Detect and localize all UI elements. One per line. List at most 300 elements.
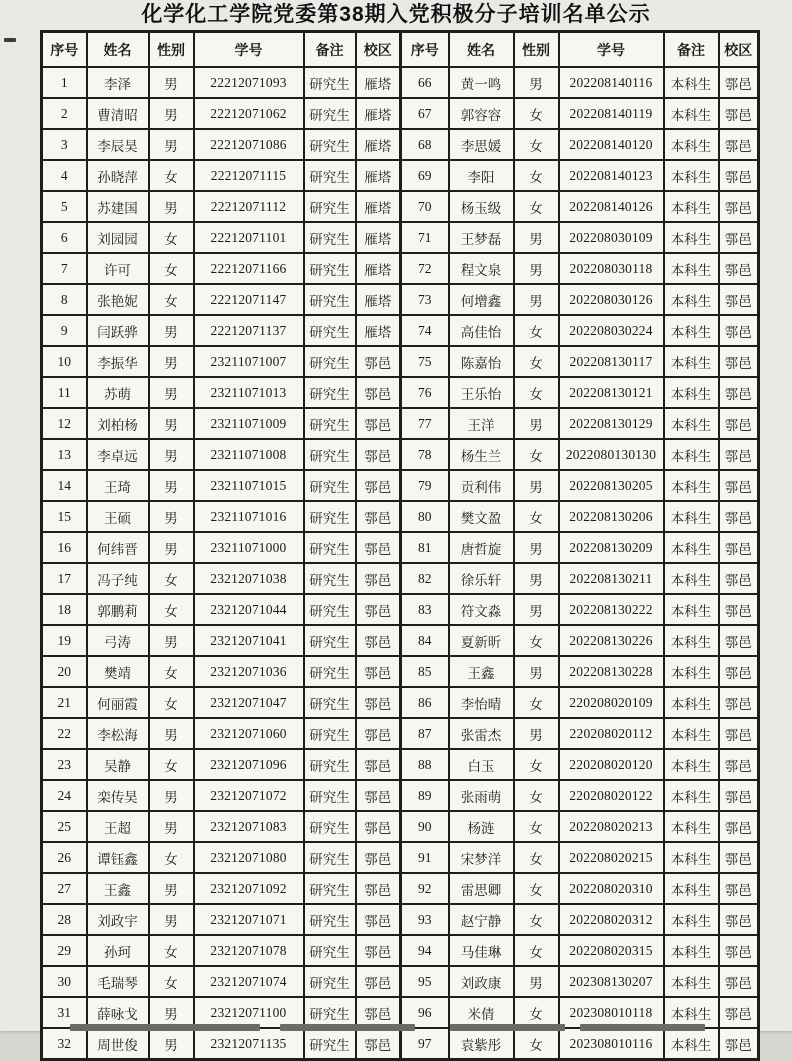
cell-gender: 男 <box>514 284 559 315</box>
cell-student-id: 202208030224 <box>559 315 664 346</box>
cell-campus: 鄠邑 <box>719 532 759 563</box>
cell-name: 吴静 <box>87 749 149 780</box>
cell-note: 研究生 <box>304 935 356 966</box>
cell-name: 冯子纯 <box>87 563 149 594</box>
cell-student-id: 23212071078 <box>194 935 304 966</box>
header-no: 序号 <box>42 32 87 68</box>
cell-name: 张雷杰 <box>449 718 514 749</box>
cell-name: 刘园园 <box>87 222 149 253</box>
cell-name: 袁紫彤 <box>449 1028 514 1060</box>
cell-campus: 鄠邑 <box>719 67 759 98</box>
cell-name: 郭鹏莉 <box>87 594 149 625</box>
cell-note: 研究生 <box>304 284 356 315</box>
cell-campus: 鄠邑 <box>356 904 401 935</box>
table-row <box>42 532 759 563</box>
cell-campus: 鄠邑 <box>719 439 759 470</box>
cell-gender: 男 <box>149 377 194 408</box>
cell-no: 82 <box>401 563 449 594</box>
cell-student-id: 202208130205 <box>559 470 664 501</box>
next-row-border-segment <box>580 1024 705 1031</box>
cell-no: 11 <box>42 377 87 408</box>
cell-gender: 女 <box>514 191 559 222</box>
header-student-id: 学号 <box>559 32 664 68</box>
cell-name: 程文泉 <box>449 253 514 284</box>
table-row <box>42 749 759 780</box>
cell-student-id: 23212071100 <box>194 997 304 1028</box>
cell-student-id: 202308130207 <box>559 966 664 997</box>
table-row <box>42 1028 759 1060</box>
cell-no: 12 <box>42 408 87 439</box>
table-row <box>42 408 759 439</box>
cell-student-id: 23211071007 <box>194 346 304 377</box>
cell-student-id: 23212071060 <box>194 718 304 749</box>
cell-student-id: 202208140126 <box>559 191 664 222</box>
cell-student-id: 23211071015 <box>194 470 304 501</box>
cell-name: 杨涟 <box>449 811 514 842</box>
table-row <box>42 253 759 284</box>
cell-student-id: 220208020109 <box>559 687 664 718</box>
cell-no: 24 <box>42 780 87 811</box>
cell-no: 81 <box>401 532 449 563</box>
cell-student-id: 220208020120 <box>559 749 664 780</box>
cell-gender: 女 <box>514 98 559 129</box>
cell-note: 研究生 <box>304 408 356 439</box>
cell-gender: 女 <box>514 687 559 718</box>
cell-student-id: 220208020112 <box>559 718 664 749</box>
cell-note: 研究生 <box>304 563 356 594</box>
cell-gender: 女 <box>514 625 559 656</box>
cell-gender: 女 <box>514 439 559 470</box>
cell-student-id: 22212071093 <box>194 67 304 98</box>
table-row <box>42 904 759 935</box>
cell-note: 本科生 <box>664 873 719 904</box>
cell-campus: 鄠邑 <box>719 315 759 346</box>
table-row <box>42 377 759 408</box>
cell-name: 许可 <box>87 253 149 284</box>
cell-name: 何纬晋 <box>87 532 149 563</box>
cell-note: 研究生 <box>304 377 356 408</box>
cell-student-id: 22212071137 <box>194 315 304 346</box>
cell-campus: 鄠邑 <box>356 935 401 966</box>
cell-no: 92 <box>401 873 449 904</box>
cell-campus: 雁塔 <box>356 191 401 222</box>
cell-note: 研究生 <box>304 1028 356 1060</box>
cell-gender: 女 <box>514 160 559 191</box>
cell-campus: 鄠邑 <box>719 687 759 718</box>
cell-no: 26 <box>42 842 87 873</box>
cell-campus: 鄠邑 <box>356 501 401 532</box>
cell-campus: 鄠邑 <box>719 501 759 532</box>
cell-no: 85 <box>401 656 449 687</box>
table-row <box>42 346 759 377</box>
cell-student-id: 202208130228 <box>559 656 664 687</box>
cell-note: 研究生 <box>304 253 356 284</box>
cell-no: 21 <box>42 687 87 718</box>
cell-no: 9 <box>42 315 87 346</box>
cell-gender: 男 <box>149 191 194 222</box>
cell-name: 张艳妮 <box>87 284 149 315</box>
cell-name: 薛咏戈 <box>87 997 149 1028</box>
cell-note: 本科生 <box>664 935 719 966</box>
cell-name: 刘政康 <box>449 966 514 997</box>
cell-note: 研究生 <box>304 315 356 346</box>
cell-gender: 男 <box>149 873 194 904</box>
cell-campus: 鄠邑 <box>356 842 401 873</box>
cell-name: 孙珂 <box>87 935 149 966</box>
cell-note: 研究生 <box>304 966 356 997</box>
cell-name: 陈嘉怡 <box>449 346 514 377</box>
cell-campus: 鄠邑 <box>356 749 401 780</box>
cell-name: 李泽 <box>87 67 149 98</box>
cell-note: 研究生 <box>304 501 356 532</box>
cell-student-id: 23211071009 <box>194 408 304 439</box>
cell-name: 毛瑞琴 <box>87 966 149 997</box>
cell-campus: 鄠邑 <box>356 470 401 501</box>
cell-gender: 男 <box>514 718 559 749</box>
cell-gender: 男 <box>149 811 194 842</box>
cell-gender: 男 <box>149 439 194 470</box>
cell-name: 何增鑫 <box>449 284 514 315</box>
cell-no: 2 <box>42 98 87 129</box>
cell-student-id: 23212071041 <box>194 625 304 656</box>
cell-gender: 女 <box>514 749 559 780</box>
cell-student-id: 202208030109 <box>559 222 664 253</box>
cell-student-id: 22212071101 <box>194 222 304 253</box>
cell-student-id: 202208020213 <box>559 811 664 842</box>
cell-no: 7 <box>42 253 87 284</box>
cell-gender: 女 <box>514 129 559 160</box>
cell-name: 王洋 <box>449 408 514 439</box>
cell-student-id: 23212071047 <box>194 687 304 718</box>
cell-note: 研究生 <box>304 842 356 873</box>
header-student-id: 学号 <box>194 32 304 68</box>
cell-note: 研究生 <box>304 656 356 687</box>
cell-name: 曹清昭 <box>87 98 149 129</box>
cell-note: 研究生 <box>304 160 356 191</box>
cell-name: 王超 <box>87 811 149 842</box>
cell-no: 77 <box>401 408 449 439</box>
header-name: 姓名 <box>87 32 149 68</box>
cell-note: 研究生 <box>304 749 356 780</box>
cell-name: 王鑫 <box>87 873 149 904</box>
cell-note: 本科生 <box>664 532 719 563</box>
cell-gender: 男 <box>149 346 194 377</box>
next-row-partial <box>0 1024 792 1031</box>
cell-campus: 鄠邑 <box>719 718 759 749</box>
cell-student-id: 23212071038 <box>194 563 304 594</box>
cell-note: 本科生 <box>664 811 719 842</box>
cell-note: 研究生 <box>304 346 356 377</box>
cell-no: 73 <box>401 284 449 315</box>
cell-name: 马佳琳 <box>449 935 514 966</box>
cell-name: 刘柏杨 <box>87 408 149 439</box>
cell-no: 79 <box>401 470 449 501</box>
cell-note: 研究生 <box>304 687 356 718</box>
cell-student-id: 23212071071 <box>194 904 304 935</box>
cell-name: 苏萌 <box>87 377 149 408</box>
cell-no: 80 <box>401 501 449 532</box>
cell-note: 本科生 <box>664 966 719 997</box>
cell-name: 杨生兰 <box>449 439 514 470</box>
cell-gender: 女 <box>149 563 194 594</box>
cell-name: 孙晓萍 <box>87 160 149 191</box>
cell-note: 本科生 <box>664 904 719 935</box>
next-row-border-segment <box>280 1024 415 1031</box>
cell-name: 王琦 <box>87 470 149 501</box>
header-name: 姓名 <box>449 32 514 68</box>
cell-no: 95 <box>401 966 449 997</box>
cell-student-id: 202208140116 <box>559 67 664 98</box>
cell-student-id: 23212071080 <box>194 842 304 873</box>
cell-campus: 鄠邑 <box>356 966 401 997</box>
cell-name: 弓涛 <box>87 625 149 656</box>
cell-no: 20 <box>42 656 87 687</box>
cell-gender: 女 <box>514 997 559 1028</box>
cell-no: 13 <box>42 439 87 470</box>
cell-no: 32 <box>42 1028 87 1060</box>
cell-note: 本科生 <box>664 501 719 532</box>
cell-gender: 男 <box>149 470 194 501</box>
cell-note: 本科生 <box>664 780 719 811</box>
cell-name: 夏新昕 <box>449 625 514 656</box>
cell-name: 李卓远 <box>87 439 149 470</box>
cell-student-id: 23212071083 <box>194 811 304 842</box>
cell-no: 8 <box>42 284 87 315</box>
table-row <box>42 222 759 253</box>
cell-student-id: 23212071074 <box>194 966 304 997</box>
cell-campus: 雁塔 <box>356 222 401 253</box>
cell-no: 89 <box>401 780 449 811</box>
cell-student-id: 220208020122 <box>559 780 664 811</box>
cell-name: 何丽霞 <box>87 687 149 718</box>
cell-no: 3 <box>42 129 87 160</box>
cell-name: 苏建国 <box>87 191 149 222</box>
cell-gender: 男 <box>149 67 194 98</box>
cell-campus: 鄠邑 <box>356 997 401 1028</box>
cell-gender: 男 <box>514 408 559 439</box>
cell-student-id: 202208020215 <box>559 842 664 873</box>
table-row <box>42 811 759 842</box>
cell-note: 本科生 <box>664 1028 719 1060</box>
cell-name: 杨玉级 <box>449 191 514 222</box>
cell-gender: 男 <box>149 997 194 1028</box>
table-row <box>42 284 759 315</box>
cell-no: 27 <box>42 873 87 904</box>
cell-note: 本科生 <box>664 594 719 625</box>
cell-student-id: 23211071000 <box>194 532 304 563</box>
table-row <box>42 439 759 470</box>
scan-artifact-mark <box>4 38 16 42</box>
cell-no: 87 <box>401 718 449 749</box>
table-row <box>42 315 759 346</box>
cell-gender: 男 <box>514 532 559 563</box>
cell-student-id: 22212071166 <box>194 253 304 284</box>
cell-note: 本科生 <box>664 315 719 346</box>
cell-name: 王梦磊 <box>449 222 514 253</box>
cell-gender: 男 <box>149 718 194 749</box>
cell-name: 王硕 <box>87 501 149 532</box>
table-row <box>42 687 759 718</box>
cell-note: 研究生 <box>304 470 356 501</box>
table-row <box>42 625 759 656</box>
cell-note: 本科生 <box>664 253 719 284</box>
cell-student-id: 202308010116 <box>559 1028 664 1060</box>
cell-gender: 女 <box>149 749 194 780</box>
cell-gender: 男 <box>514 222 559 253</box>
cell-name: 栾传昊 <box>87 780 149 811</box>
cell-note: 本科生 <box>664 997 719 1028</box>
cell-student-id: 202208130209 <box>559 532 664 563</box>
cell-name: 赵宁静 <box>449 904 514 935</box>
header-note: 备注 <box>304 32 356 68</box>
cell-no: 23 <box>42 749 87 780</box>
cell-student-id: 202208130117 <box>559 346 664 377</box>
header-note: 备注 <box>664 32 719 68</box>
cell-no: 18 <box>42 594 87 625</box>
cell-no: 66 <box>401 67 449 98</box>
cell-no: 4 <box>42 160 87 191</box>
cell-gender: 女 <box>149 160 194 191</box>
cell-campus: 鄠邑 <box>719 160 759 191</box>
cell-note: 研究生 <box>304 873 356 904</box>
cell-note: 本科生 <box>664 470 719 501</box>
cell-campus: 鄠邑 <box>719 284 759 315</box>
cell-no: 16 <box>42 532 87 563</box>
cell-student-id: 202208140120 <box>559 129 664 160</box>
cell-campus: 鄠邑 <box>719 377 759 408</box>
cell-student-id: 22212071062 <box>194 98 304 129</box>
cell-campus: 雁塔 <box>356 284 401 315</box>
cell-name: 高佳怡 <box>449 315 514 346</box>
cell-campus: 鄠邑 <box>719 842 759 873</box>
cell-gender: 男 <box>149 408 194 439</box>
cell-no: 84 <box>401 625 449 656</box>
cell-gender: 女 <box>149 656 194 687</box>
cell-no: 19 <box>42 625 87 656</box>
cell-name: 郭容容 <box>449 98 514 129</box>
cell-name: 李阳 <box>449 160 514 191</box>
cell-no: 22 <box>42 718 87 749</box>
page-title: 化学化工学院党委第38期入党积极分子培训名单公示 <box>141 3 651 26</box>
cell-no: 70 <box>401 191 449 222</box>
cell-campus: 鄠邑 <box>356 346 401 377</box>
cell-student-id: 23212071096 <box>194 749 304 780</box>
cell-name: 贡利伟 <box>449 470 514 501</box>
cell-student-id: 202208140123 <box>559 160 664 191</box>
cell-no: 75 <box>401 346 449 377</box>
cell-campus: 雁塔 <box>356 315 401 346</box>
cell-note: 本科生 <box>664 563 719 594</box>
header-campus: 校区 <box>719 32 759 68</box>
cell-gender: 女 <box>514 780 559 811</box>
cell-note: 研究生 <box>304 532 356 563</box>
cell-gender: 女 <box>149 253 194 284</box>
cell-campus: 鄠邑 <box>719 98 759 129</box>
cell-student-id: 202208020310 <box>559 873 664 904</box>
cell-name: 李怡晴 <box>449 687 514 718</box>
cell-gender: 女 <box>149 222 194 253</box>
cell-name: 闫跃骅 <box>87 315 149 346</box>
cell-no: 91 <box>401 842 449 873</box>
cell-student-id: 202208020315 <box>559 935 664 966</box>
cell-campus: 鄠邑 <box>356 439 401 470</box>
cell-no: 88 <box>401 749 449 780</box>
cell-no: 76 <box>401 377 449 408</box>
cell-gender: 男 <box>149 625 194 656</box>
cell-gender: 女 <box>149 842 194 873</box>
cell-student-id: 202308010118 <box>559 997 664 1028</box>
cell-gender: 女 <box>149 966 194 997</box>
cell-gender: 男 <box>149 315 194 346</box>
cell-name: 李振华 <box>87 346 149 377</box>
cell-gender: 男 <box>514 966 559 997</box>
cell-no: 72 <box>401 253 449 284</box>
table-row <box>42 966 759 997</box>
cell-student-id: 22212071086 <box>194 129 304 160</box>
cell-student-id: 23211071008 <box>194 439 304 470</box>
cell-gender: 男 <box>514 656 559 687</box>
cell-name: 唐哲旋 <box>449 532 514 563</box>
cell-no: 74 <box>401 315 449 346</box>
cell-note: 本科生 <box>664 129 719 160</box>
header-gender: 性别 <box>149 32 194 68</box>
header-gender: 性别 <box>514 32 559 68</box>
cell-student-id: 202208130226 <box>559 625 664 656</box>
cell-no: 25 <box>42 811 87 842</box>
cell-name: 白玉 <box>449 749 514 780</box>
cell-note: 研究生 <box>304 439 356 470</box>
cell-no: 69 <box>401 160 449 191</box>
next-row-border-segment <box>450 1024 565 1031</box>
cell-name: 李思媛 <box>449 129 514 160</box>
cell-gender: 女 <box>514 811 559 842</box>
cell-gender: 女 <box>514 346 559 377</box>
cell-note: 研究生 <box>304 718 356 749</box>
cell-note: 本科生 <box>664 160 719 191</box>
cell-name: 黄一鸣 <box>449 67 514 98</box>
cell-campus: 鄠邑 <box>719 904 759 935</box>
cell-gender: 女 <box>514 873 559 904</box>
cell-note: 研究生 <box>304 811 356 842</box>
table-row <box>42 935 759 966</box>
cell-no: 90 <box>401 811 449 842</box>
cell-campus: 鄠邑 <box>356 408 401 439</box>
cell-note: 本科生 <box>664 191 719 222</box>
table-row <box>42 67 759 98</box>
cell-no: 1 <box>42 67 87 98</box>
cell-name: 米倩 <box>449 997 514 1028</box>
cell-note: 本科生 <box>664 749 719 780</box>
cell-note: 研究生 <box>304 222 356 253</box>
cell-gender: 女 <box>514 935 559 966</box>
cell-campus: 鄠邑 <box>719 1028 759 1060</box>
cell-no: 10 <box>42 346 87 377</box>
cell-campus: 鄠邑 <box>356 532 401 563</box>
cell-note: 本科生 <box>664 625 719 656</box>
cell-note: 本科生 <box>664 284 719 315</box>
next-row-border-segment <box>70 1024 260 1031</box>
cell-campus: 鄠邑 <box>356 563 401 594</box>
cell-campus: 鄠邑 <box>719 129 759 160</box>
cell-name: 符文淼 <box>449 594 514 625</box>
cell-note: 本科生 <box>664 718 719 749</box>
cell-student-id: 202208140119 <box>559 98 664 129</box>
cell-note: 本科生 <box>664 67 719 98</box>
cell-campus: 鄠邑 <box>719 222 759 253</box>
cell-note: 本科生 <box>664 346 719 377</box>
cell-no: 83 <box>401 594 449 625</box>
cell-student-id: 202208030118 <box>559 253 664 284</box>
